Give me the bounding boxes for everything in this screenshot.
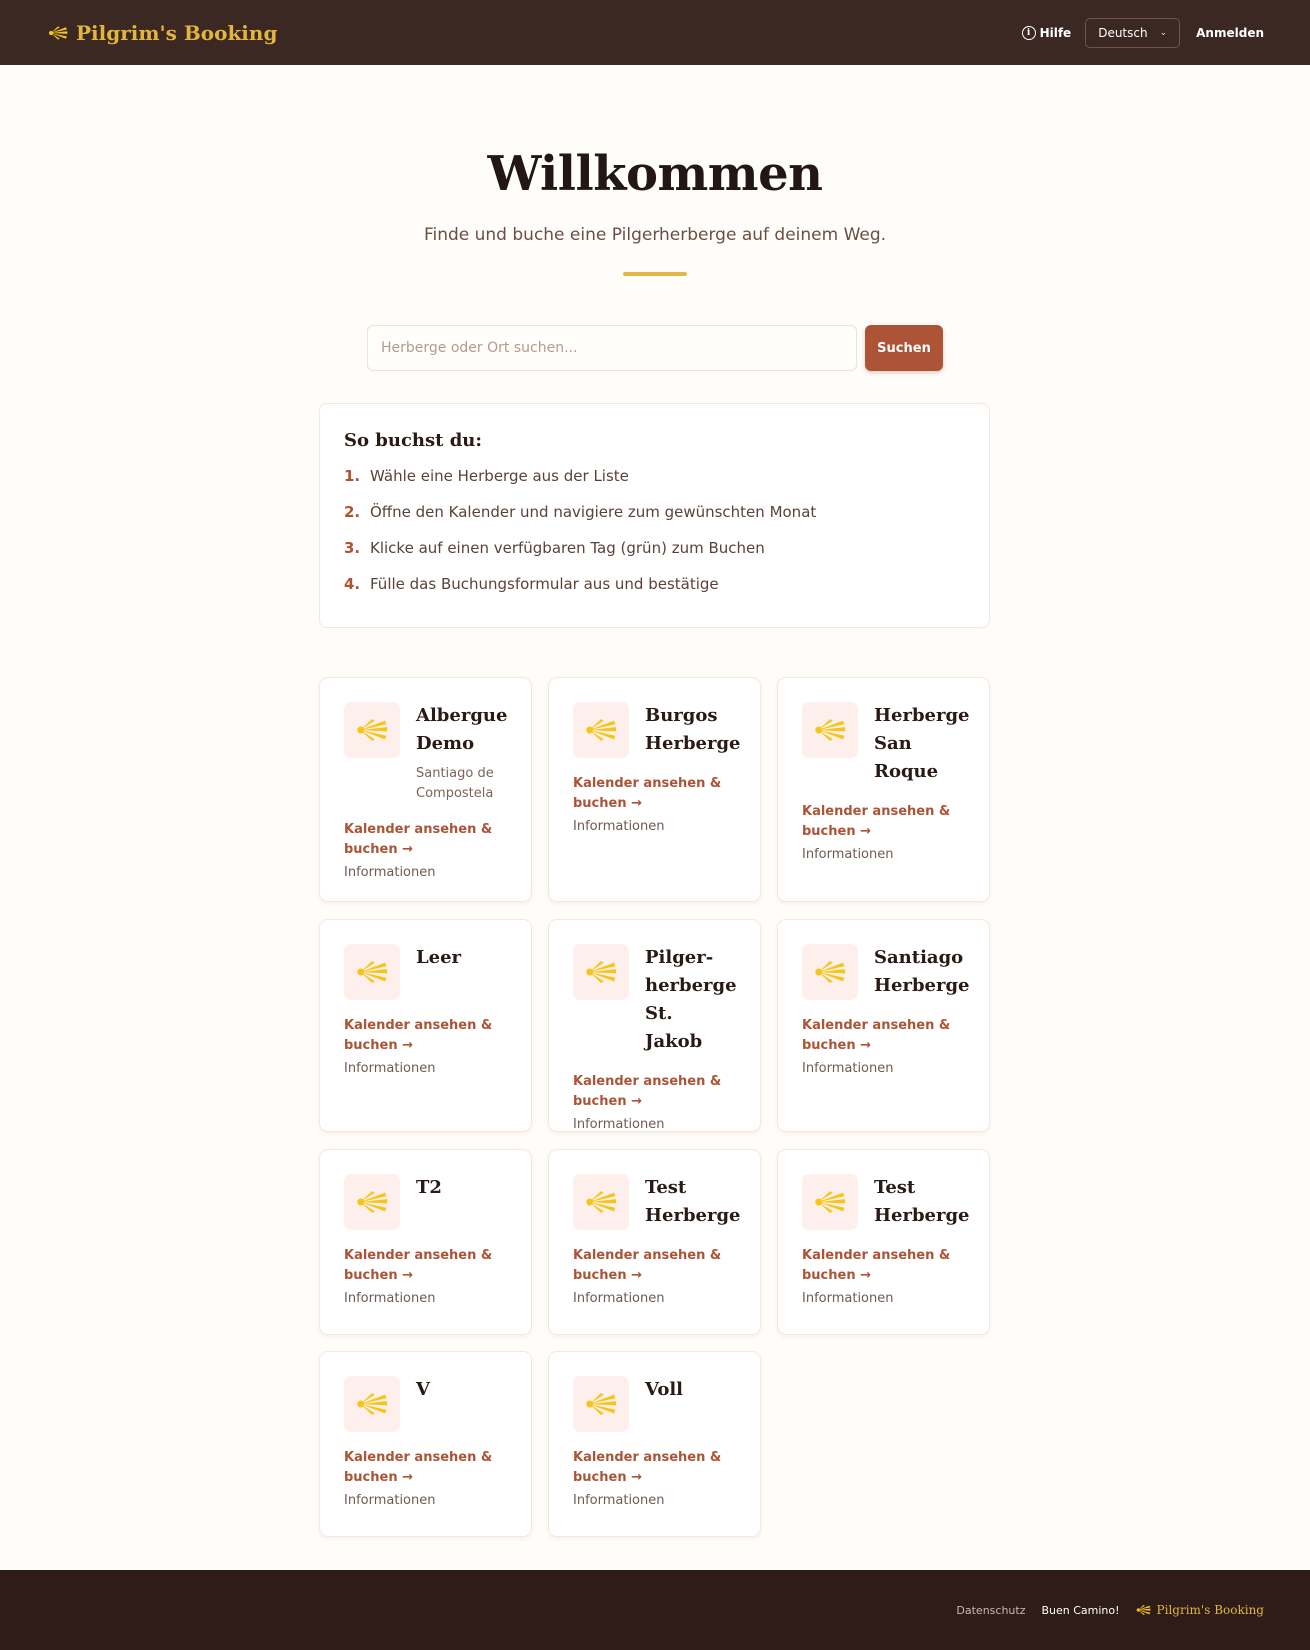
instructions-list	[344, 467, 965, 611]
hostel-card[interactable]	[548, 677, 761, 902]
hostel-card[interactable]	[548, 1351, 761, 1537]
hostel-card[interactable]	[548, 919, 761, 1132]
instruction-step	[344, 503, 965, 539]
hostel-name: Leer	[416, 947, 462, 968]
hostel-info-link[interactable]: Informationen	[344, 865, 436, 880]
scallop-shell-icon	[48, 25, 68, 41]
step-number: 2.	[344, 503, 361, 521]
help-label: Hilfe	[1039, 25, 1072, 40]
instructions-title: So buchst du:	[344, 430, 483, 451]
hostel-info-link[interactable]: Informationen	[344, 1291, 436, 1306]
view-calendar-link[interactable]: Kalender ansehen & buchen →	[802, 1018, 951, 1053]
step-text: Öffne den Kalender und navigiere zum gewünschten Monat	[370, 503, 817, 521]
scallop-shell-icon	[802, 944, 858, 1000]
instruction-step	[344, 575, 965, 611]
header-actions	[1022, 18, 1264, 48]
hostel-card[interactable]	[777, 1149, 990, 1335]
hostel-name: Burgos Herberge	[645, 705, 741, 754]
hostel-card[interactable]	[319, 1149, 532, 1335]
chevron-down-icon: ⌄	[1159, 27, 1168, 38]
hostel-name: Test Herberge	[645, 1177, 741, 1226]
hostel-card[interactable]	[319, 919, 532, 1132]
top-navigation-bar	[0, 0, 1310, 65]
view-calendar-link[interactable]: Kalender ansehen & buchen →	[344, 1018, 493, 1053]
hostel-info-link[interactable]: Informationen	[573, 819, 665, 834]
page-title: Willkommen	[487, 146, 823, 202]
brand-name: Pilgrim's Booking	[76, 20, 278, 45]
hostel-card[interactable]	[319, 677, 532, 902]
hostel-location: Santiago de Compostela	[416, 766, 494, 801]
scallop-shell-icon	[573, 1376, 629, 1432]
scallop-shell-icon	[573, 944, 629, 1000]
footer-brand-name: Pilgrim's Booking	[1156, 1603, 1264, 1617]
step-text: Fülle das Buchungsformular aus und bestätige	[370, 575, 719, 593]
hostel-card[interactable]	[777, 919, 990, 1132]
hostel-info-link[interactable]: Informationen	[802, 1061, 894, 1076]
step-text: Wähle eine Herberge aus der Liste	[370, 467, 629, 485]
scallop-shell-icon	[344, 702, 400, 758]
hostel-name: Santiago Herberge	[874, 947, 970, 996]
language-selected-value: Deutsch	[1098, 25, 1148, 40]
help-link[interactable]	[1022, 26, 1072, 40]
footer-brand-link[interactable]	[1136, 1603, 1264, 1617]
hostel-info-link[interactable]: Informationen	[802, 1291, 894, 1306]
hostel-card[interactable]	[319, 1351, 532, 1537]
hostel-info-link[interactable]: Informationen	[344, 1061, 436, 1076]
scallop-shell-icon	[344, 1376, 400, 1432]
step-number: 1.	[344, 467, 361, 485]
hostel-card[interactable]	[548, 1149, 761, 1335]
view-calendar-link[interactable]: Kalender ansehen & buchen →	[573, 1074, 722, 1109]
page-footer	[0, 1570, 1310, 1650]
view-calendar-link[interactable]: Kalender ansehen & buchen →	[573, 1248, 722, 1283]
hostel-name: Albergue Demo	[416, 705, 508, 754]
hostel-name: Voll	[645, 1379, 683, 1400]
scallop-shell-icon	[344, 944, 400, 1000]
login-link[interactable]: Anmelden	[1196, 25, 1264, 40]
hostel-search-input[interactable]	[367, 325, 857, 371]
hostel-info-link[interactable]: Informationen	[344, 1493, 436, 1508]
hostel-info-link[interactable]: Informationen	[573, 1117, 665, 1132]
view-calendar-link[interactable]: Kalender ansehen & buchen →	[344, 822, 493, 857]
view-calendar-link[interactable]: Kalender ansehen & buchen →	[573, 776, 722, 811]
view-calendar-link[interactable]: Kalender ansehen & buchen →	[802, 1248, 951, 1283]
view-calendar-link[interactable]: Kalender ansehen & buchen →	[344, 1450, 493, 1485]
hostel-info-link[interactable]: Informationen	[802, 847, 894, 862]
scallop-shell-icon	[344, 1174, 400, 1230]
hostel-name: Test Herberge	[874, 1177, 970, 1226]
view-calendar-link[interactable]: Kalender ansehen & buchen →	[573, 1450, 722, 1485]
brand-logo-link[interactable]	[48, 21, 277, 45]
instruction-step	[344, 539, 965, 575]
hostel-info-link[interactable]: Informationen	[573, 1291, 665, 1306]
hostel-card[interactable]	[777, 677, 990, 902]
page-subtitle: Finde und buche eine Pilgerherberge auf deinem Weg.	[423, 225, 887, 245]
title-divider	[623, 272, 687, 276]
info-circle-icon: i	[1022, 26, 1036, 40]
hostel-name: V	[416, 1379, 430, 1400]
scallop-shell-icon	[802, 702, 858, 758]
scallop-shell-icon	[802, 1174, 858, 1230]
scallop-shell-icon	[573, 1174, 629, 1230]
scallop-shell-icon	[573, 702, 629, 758]
hostel-name: Herberge San Roque	[874, 705, 970, 782]
hostel-name: T2	[416, 1177, 442, 1198]
step-text: Klicke auf einen verfügbaren Tag (grün) zum Buchen	[370, 539, 765, 557]
language-select[interactable]	[1085, 18, 1180, 48]
search-button[interactable]: Suchen	[865, 325, 943, 371]
instruction-step	[344, 467, 965, 503]
view-calendar-link[interactable]: Kalender ansehen & buchen →	[344, 1248, 493, 1283]
privacy-link[interactable]: Datenschutz	[956, 1603, 1026, 1617]
scallop-shell-icon	[1136, 1604, 1151, 1616]
view-calendar-link[interactable]: Kalender ansehen & buchen →	[802, 804, 951, 839]
footer-motto: Buen Camino!	[1041, 1603, 1120, 1617]
step-number: 4.	[344, 575, 361, 593]
hostel-info-link[interactable]: Informationen	[573, 1493, 665, 1508]
booking-instructions-panel	[319, 403, 990, 628]
step-number: 3.	[344, 539, 361, 557]
hostel-name: Pilger- herberge St. Jakob	[645, 947, 737, 1052]
